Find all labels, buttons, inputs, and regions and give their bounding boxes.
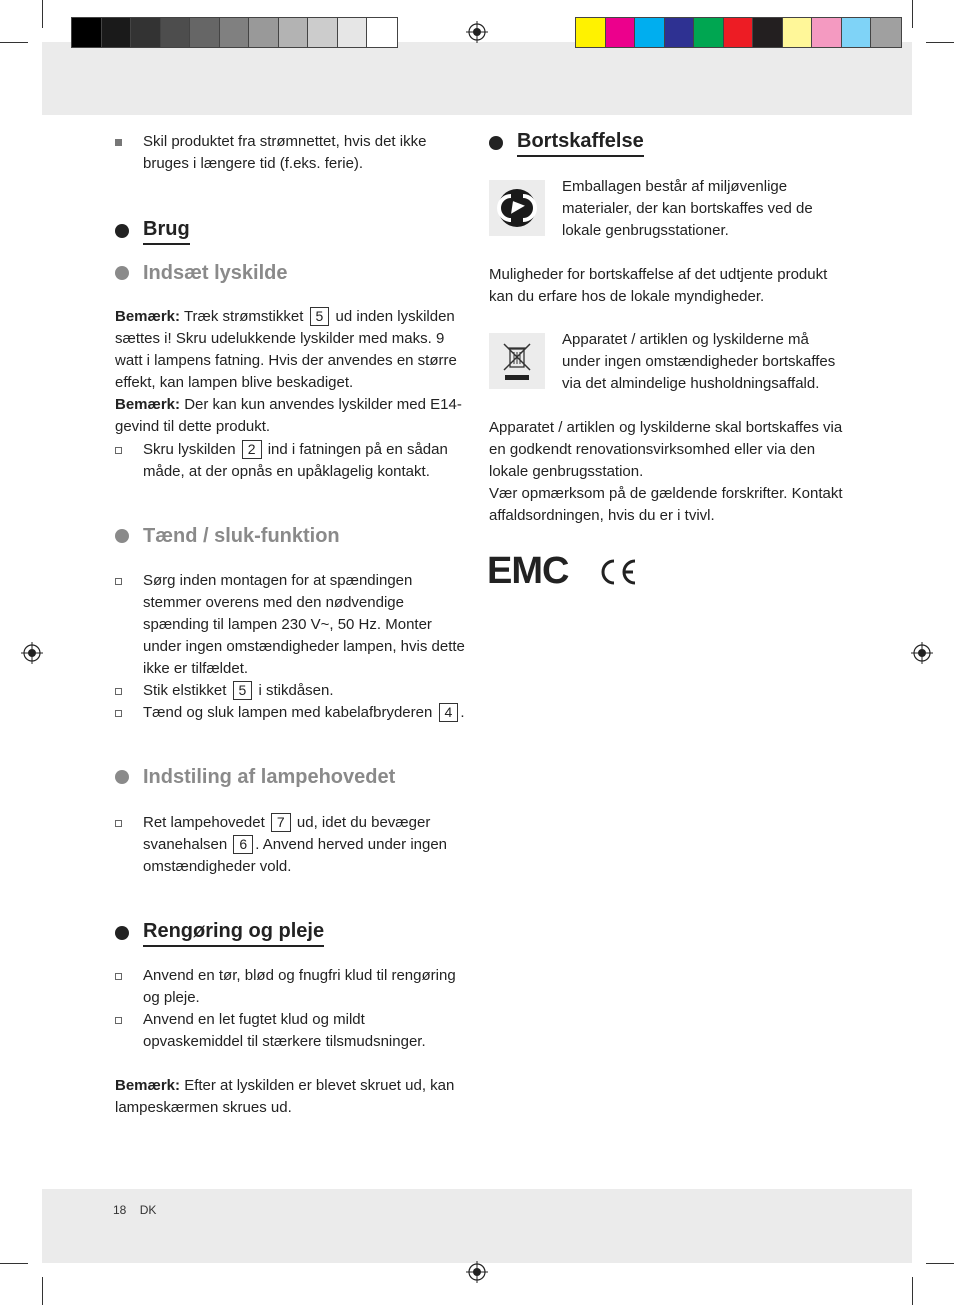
note-paragraph: Bemærk: Træk strømstikket 5 ud inden lyskilden sættes i! Skru udelukkende lyskilder med maks. 9 watt i lampens fatning. Hvis der anvendes en større effekt, kan lampen blive beskadiget. Bemærk: Der kan kun anvendes lyskilder med E14-gevind til dette produkt. xyxy=(115,308,462,435)
list-item: Skru lyskilden 2 ind i fatningen på en sådan måde, at der opnås en upåklagelig kontakt. xyxy=(115,439,465,483)
color-swatch xyxy=(131,18,161,47)
ce-mark-icon xyxy=(597,557,639,587)
bullet-square-icon xyxy=(115,973,122,980)
grey-color-bar xyxy=(71,17,398,48)
bullet-dot-icon xyxy=(115,529,129,543)
color-swatch xyxy=(576,18,606,47)
packaging-paragraph: Emballagen består af miljøvenlige materialer, der kan bortskaffes ved de lokale genbrugsstationer. xyxy=(562,178,813,239)
list-item: Stik elstikket 5 i stikdåsen. xyxy=(115,680,465,702)
page-number: 18 xyxy=(113,1203,127,1217)
registration-mark-icon xyxy=(21,642,43,664)
color-swatch xyxy=(871,18,901,47)
section-heading-rengoring: Rengøring og pleje xyxy=(115,918,324,947)
color-swatch xyxy=(812,18,842,47)
section-heading-bortskaffelse: Bortskaffelse xyxy=(489,128,644,157)
bullet-square-icon xyxy=(115,1017,122,1024)
bullet-dot-icon xyxy=(115,266,129,280)
color-swatch xyxy=(72,18,102,47)
cmyk-color-bar xyxy=(575,17,902,48)
color-swatch xyxy=(338,18,368,47)
page-footer xyxy=(113,1203,156,1217)
list-item: Anvend en tør, blød og fnugfri klud til rengøring og pleje. xyxy=(115,965,465,1009)
color-swatch xyxy=(308,18,338,47)
crossed-bin-icon xyxy=(489,333,545,389)
crop-mark xyxy=(0,42,28,43)
color-swatch xyxy=(190,18,220,47)
crop-mark xyxy=(912,0,913,28)
bullet-dot-icon xyxy=(115,770,129,784)
crop-mark xyxy=(912,1277,913,1305)
crop-mark xyxy=(42,0,43,28)
recycling-paragraph: Apparatet / artiklen og lyskilderne skal bortskaffes via en godkendt renovationsvirksomhed eller via den lokale genbrugsstation. Vær opmærksom på de gældende forskrifter. Kontakt affaldsordningen, hvis du er i tvivl. xyxy=(489,419,843,524)
bullet-square-icon xyxy=(115,578,122,585)
crop-mark xyxy=(926,1263,954,1264)
color-swatch xyxy=(606,18,636,47)
green-dot-recycling-icon xyxy=(489,180,545,236)
bullet-square-icon xyxy=(115,447,122,454)
color-swatch xyxy=(635,18,665,47)
bullet-square-icon xyxy=(115,820,122,827)
list-item: Anvend en let fugtet klud og mildt opvaskemiddel til stærkere tilsmudsninger. xyxy=(115,1009,468,1053)
registration-mark-icon xyxy=(466,1261,488,1283)
color-swatch xyxy=(753,18,783,47)
bullet-square-icon xyxy=(115,710,122,717)
bullet-square-icon xyxy=(115,688,122,695)
color-swatch xyxy=(161,18,191,47)
section-heading-indstil: Indstiling af lampehovedet xyxy=(115,764,395,790)
bullet-dot-icon xyxy=(115,224,129,238)
crop-mark xyxy=(42,1277,43,1305)
color-swatch xyxy=(783,18,813,47)
color-swatch xyxy=(279,18,309,47)
color-swatch xyxy=(694,18,724,47)
bullet-square-icon xyxy=(115,139,122,146)
crop-mark xyxy=(926,42,954,43)
header-band xyxy=(42,42,912,115)
bullet-dot-icon xyxy=(489,136,503,150)
color-swatch xyxy=(842,18,872,47)
list-item: Sørg inden montagen for at spændingen stemmer overens med den nødvendige spænding til lampen 230 V~, 50 Hz. Monter under ingen omstændigheder lampen, hvis dette ikke er tilfældet. xyxy=(115,570,465,680)
color-swatch xyxy=(367,18,397,47)
emc-mark: EMC xyxy=(487,550,569,592)
registration-mark-icon xyxy=(466,21,488,43)
color-swatch xyxy=(220,18,250,47)
color-swatch xyxy=(102,18,132,47)
note-paragraph: Bemærk: Efter at lyskilden er blevet skruet ud, kan lampeskærmen skrues ud. xyxy=(115,1077,455,1116)
section-heading-brug: Brug xyxy=(115,216,190,245)
section-heading-indsaet: Indsæt lyskilde xyxy=(115,260,288,286)
list-item: Skil produktet fra strømnettet, hvis det ikke bruges i længere tid (f.eks. ferie). xyxy=(115,131,463,175)
bullet-dot-icon xyxy=(115,926,129,940)
color-swatch xyxy=(724,18,754,47)
crop-mark xyxy=(0,1263,28,1264)
color-swatch xyxy=(665,18,695,47)
section-heading-taend: Tænd / sluk-funktion xyxy=(115,523,340,549)
language-code: DK xyxy=(139,1203,157,1217)
list-item: Tænd og sluk lampen med kabelafbryderen 4 . xyxy=(115,702,473,724)
color-swatch xyxy=(249,18,279,47)
list-item: Ret lampehovedet 7 ud, idet du bevæger svanehalsen 6 . Anvend herved under ingen omstændigheder vold. xyxy=(115,812,465,878)
household-waste-paragraph: Apparatet / artiklen og lyskilderne må under ingen omstændigheder bortskaffes via det almindelige husholdningsaffald. xyxy=(562,331,836,392)
disposal-paragraph: Muligheder for bortskaffelse af det udtjente produkt kan du erfare hos de lokale myndigheder. xyxy=(489,266,828,305)
registration-mark-icon xyxy=(911,642,933,664)
footer-band xyxy=(42,1189,912,1263)
